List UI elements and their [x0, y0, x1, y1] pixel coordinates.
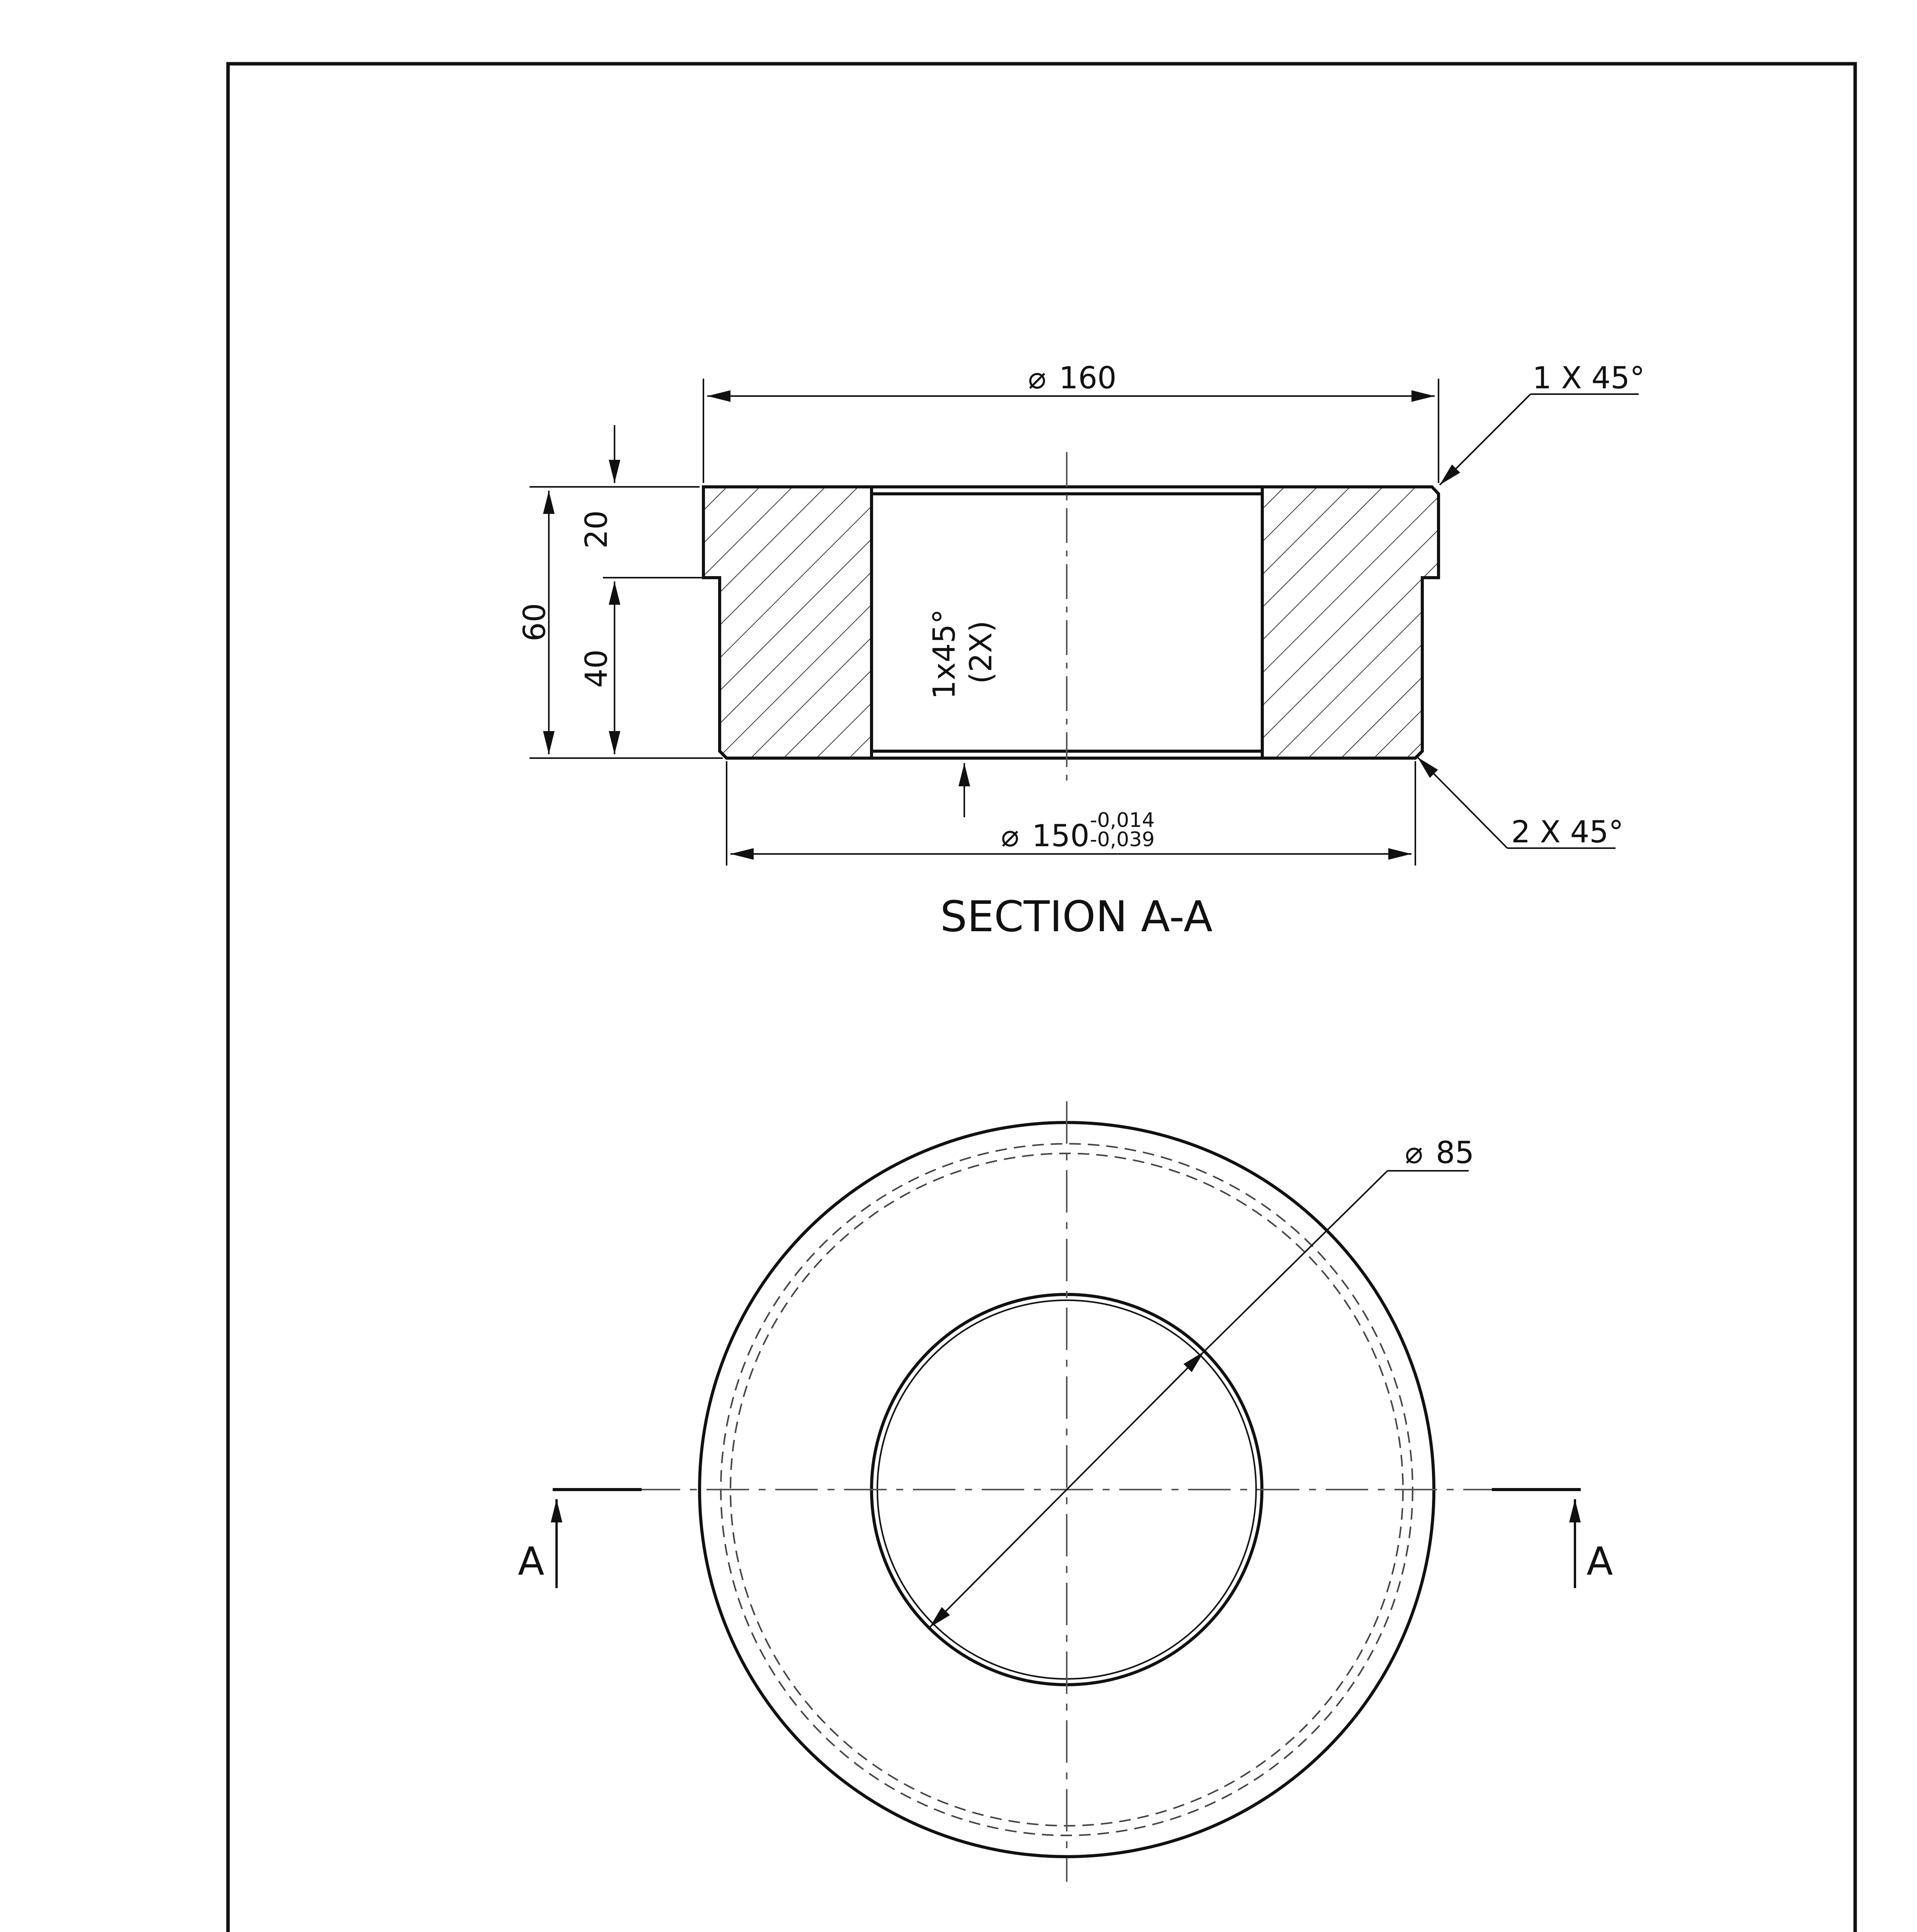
section-letter-left: A	[518, 1539, 545, 1584]
dim-85: 85	[1436, 1136, 1474, 1170]
dim-85-symbol: ⌀	[1405, 1136, 1423, 1170]
section-hatch-right	[1262, 487, 1439, 758]
dim-160: 160	[1059, 361, 1117, 396]
front-view	[518, 1101, 1613, 1882]
dim-20: 20	[579, 510, 614, 549]
chamfer-inner-qty: (2X)	[964, 621, 999, 684]
chamfer-inner-label: 1x45°	[927, 609, 962, 699]
section-view	[518, 361, 1645, 941]
sheet-border	[228, 64, 1855, 1932]
section-letter-right: A	[1587, 1539, 1613, 1584]
chamfer-bottom-label: 2 X 45°	[1511, 815, 1624, 850]
chamfer-top-label: 1 X 45°	[1532, 361, 1645, 396]
dim-160-symbol: ⌀	[1028, 361, 1046, 396]
section-title: SECTION A-A	[940, 892, 1213, 941]
section-hatch-left	[703, 487, 872, 758]
tolerance-lower: -0,039	[1090, 828, 1155, 851]
dim-40: 40	[579, 649, 614, 688]
tolerance-upper: -0,014	[1090, 809, 1155, 832]
dim-150: 150	[1032, 819, 1090, 854]
dim-60: 60	[518, 603, 552, 641]
dim-150-symbol: ⌀	[1001, 819, 1019, 854]
